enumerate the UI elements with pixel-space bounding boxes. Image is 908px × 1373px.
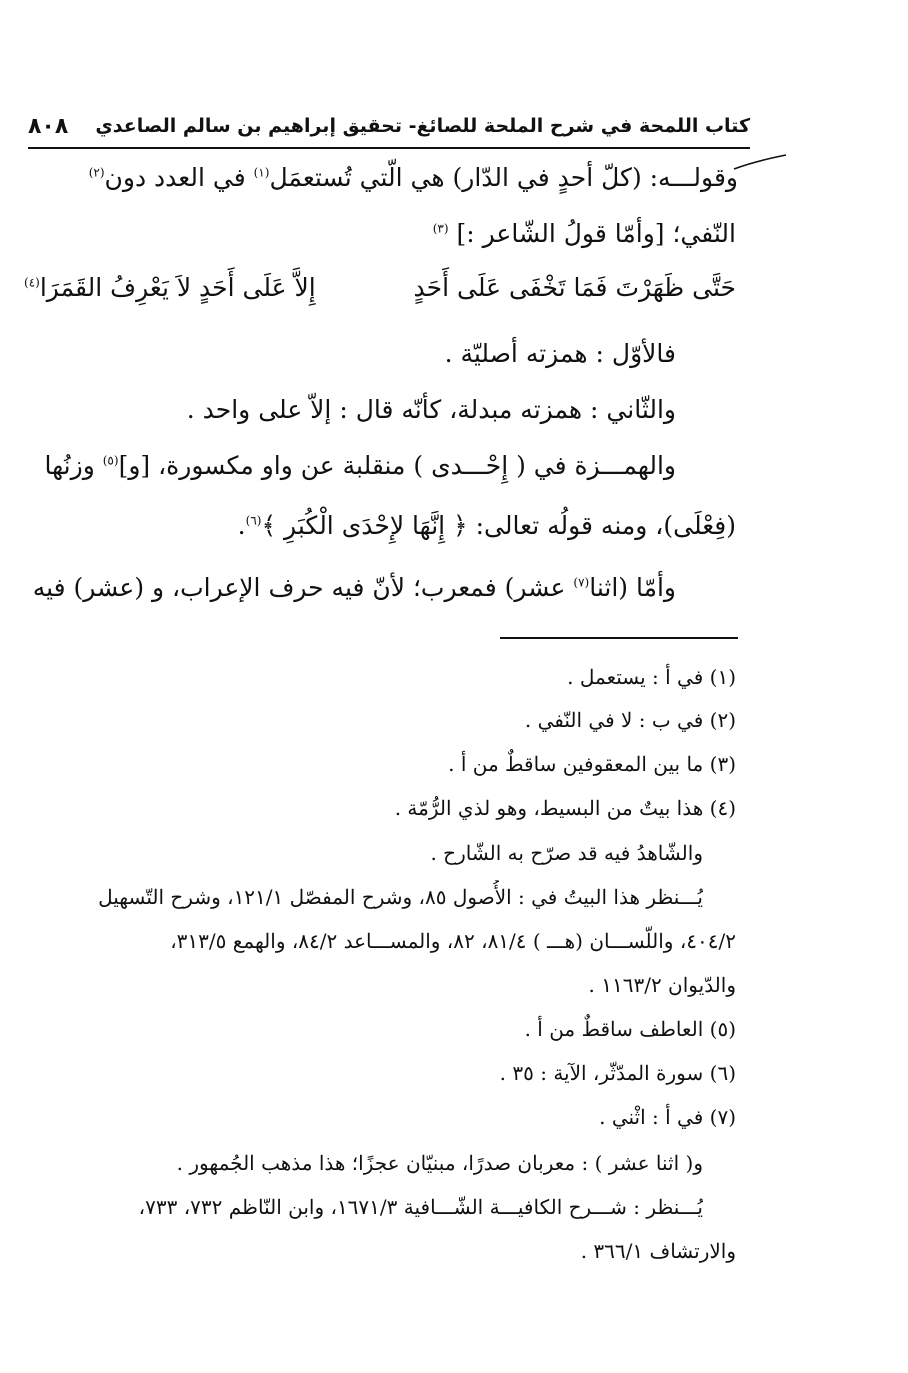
body-text: والهمـــزة في ( إِحْـــدى ) منقلبة عن واو مكسورة، [و] (118, 451, 676, 480)
margin-stroke-icon (732, 153, 788, 173)
footnote-ref: (١) (253, 165, 270, 180)
footnote-2: (٢) في ب : لا في النّفي . (524, 708, 736, 732)
footnote-7-sources: يُـــنظر : شـــرح الكافيـــة الشّـــافية ١٦٧١/٣، وابن النّاظم ٧٣٢، ٧٣٣، (138, 1195, 703, 1219)
body-text: النّفي؛ [وأمّا قولُ الشّاعر :] (448, 219, 736, 248)
footnote-ref: (٢) (88, 165, 105, 180)
body-text: . (237, 511, 246, 540)
poetry-verse (24, 268, 736, 312)
body-line-1 (24, 158, 738, 202)
body-line-6 (24, 446, 676, 490)
footnote-ref: (٥) (102, 453, 119, 468)
footnote-5: (٥) العاطف ساقطٌ من أ . (524, 1017, 736, 1041)
verse-second-hemistich: إِلاَّ عَلَى أَحَدٍ لاَ يَعْرِفُ القَمَرَا$^{(٤)}$ (24, 273, 316, 302)
footnote-4-sources: يُـــنظر هذا البيتُ في : الأُصول ٨٥، وشرح المفصّل ١٢١/١، وشرح التّسهيل (98, 885, 703, 909)
body-text: في العدد دون (104, 163, 254, 192)
page-number: ٨٠٨ (28, 113, 69, 139)
body-text: وأمّا (اثنا (589, 573, 676, 602)
footnote-1: (١) في أ : يستعمل . (567, 665, 736, 689)
body-text: وزنُها (44, 451, 103, 480)
quran-quote-text: (فِعْلَى)، ومنه قولُه تعالى: ﴿ إِنَّهَا لإِحْدَى الْكُبَرِ ﴾ (261, 511, 736, 540)
footnote-rule (500, 637, 738, 639)
footnote-7: (٧) في أ : اثْني . (599, 1105, 736, 1129)
footnote-6: (٦) سورة المدّثّر، الآية : ٣٥ . (499, 1061, 736, 1085)
footnote-ref: (٦) (245, 513, 262, 528)
footnote-7-sources-end: والارتشاف ٣٦٦/١ . (580, 1239, 736, 1263)
footnote-4-note: والشّاهدُ فيه قد صرّح به الشّارح . (430, 841, 703, 865)
footnote-ref: (٣) (432, 221, 449, 236)
body-line-8 (24, 568, 676, 612)
body-line-5: والثّاني : همزته مبدلة، كأنّه قال : إلاّ على واحد . (186, 395, 676, 424)
running-header (28, 108, 750, 144)
footnote-4-sources-end: والدّيوان ١١٦٣/٢ . (588, 973, 736, 997)
body-line-7 (24, 506, 736, 550)
verse-first-hemistich: حَتَّى ظَهَرْتَ فَمَا تَخْفَى عَلَى أَحَدٍ (413, 273, 736, 302)
footnote-4: (٤) هذا بيتٌ من البسيط، وهو لذي الرُّمّة . (394, 796, 736, 820)
footnote-7-note: و( اثنا عشر ) : معربان صدرًا، مبنيّان عجزًا؛ هذا مذهب الجُمهور . (176, 1151, 703, 1175)
footnote-3: (٣) ما بين المعقوفين ساقطٌ من أ . (448, 752, 736, 776)
body-line-2 (24, 214, 736, 258)
footnote-ref: (٧) (573, 575, 590, 590)
body-text: عشر) فمعرب؛ لأنّ فيه حرف الإعراب، و (عشر) فيه (32, 573, 574, 602)
body-text: وقولـــه: (كلّ أحدٍ في الدّار) هي الّتي تُستعمَل (269, 163, 738, 192)
body-line-4: فالأوّل : همزته أصليّة . (444, 339, 676, 368)
header-rule (28, 147, 750, 149)
footnote-ref: (٤) (24, 275, 40, 290)
footnote-4-sources-cont: ٤٠٤/٢، واللّســـان (هـــ ) ٨١/٤، ٨٢، والمســـاعد ٨٤/٢، والهمع ٣١٣/٥، (170, 929, 736, 953)
book-title: كتاب اللمحة في شرح الملحة للصائغ- تحقيق إبراهيم بن سالم الصاعدي (95, 115, 750, 137)
